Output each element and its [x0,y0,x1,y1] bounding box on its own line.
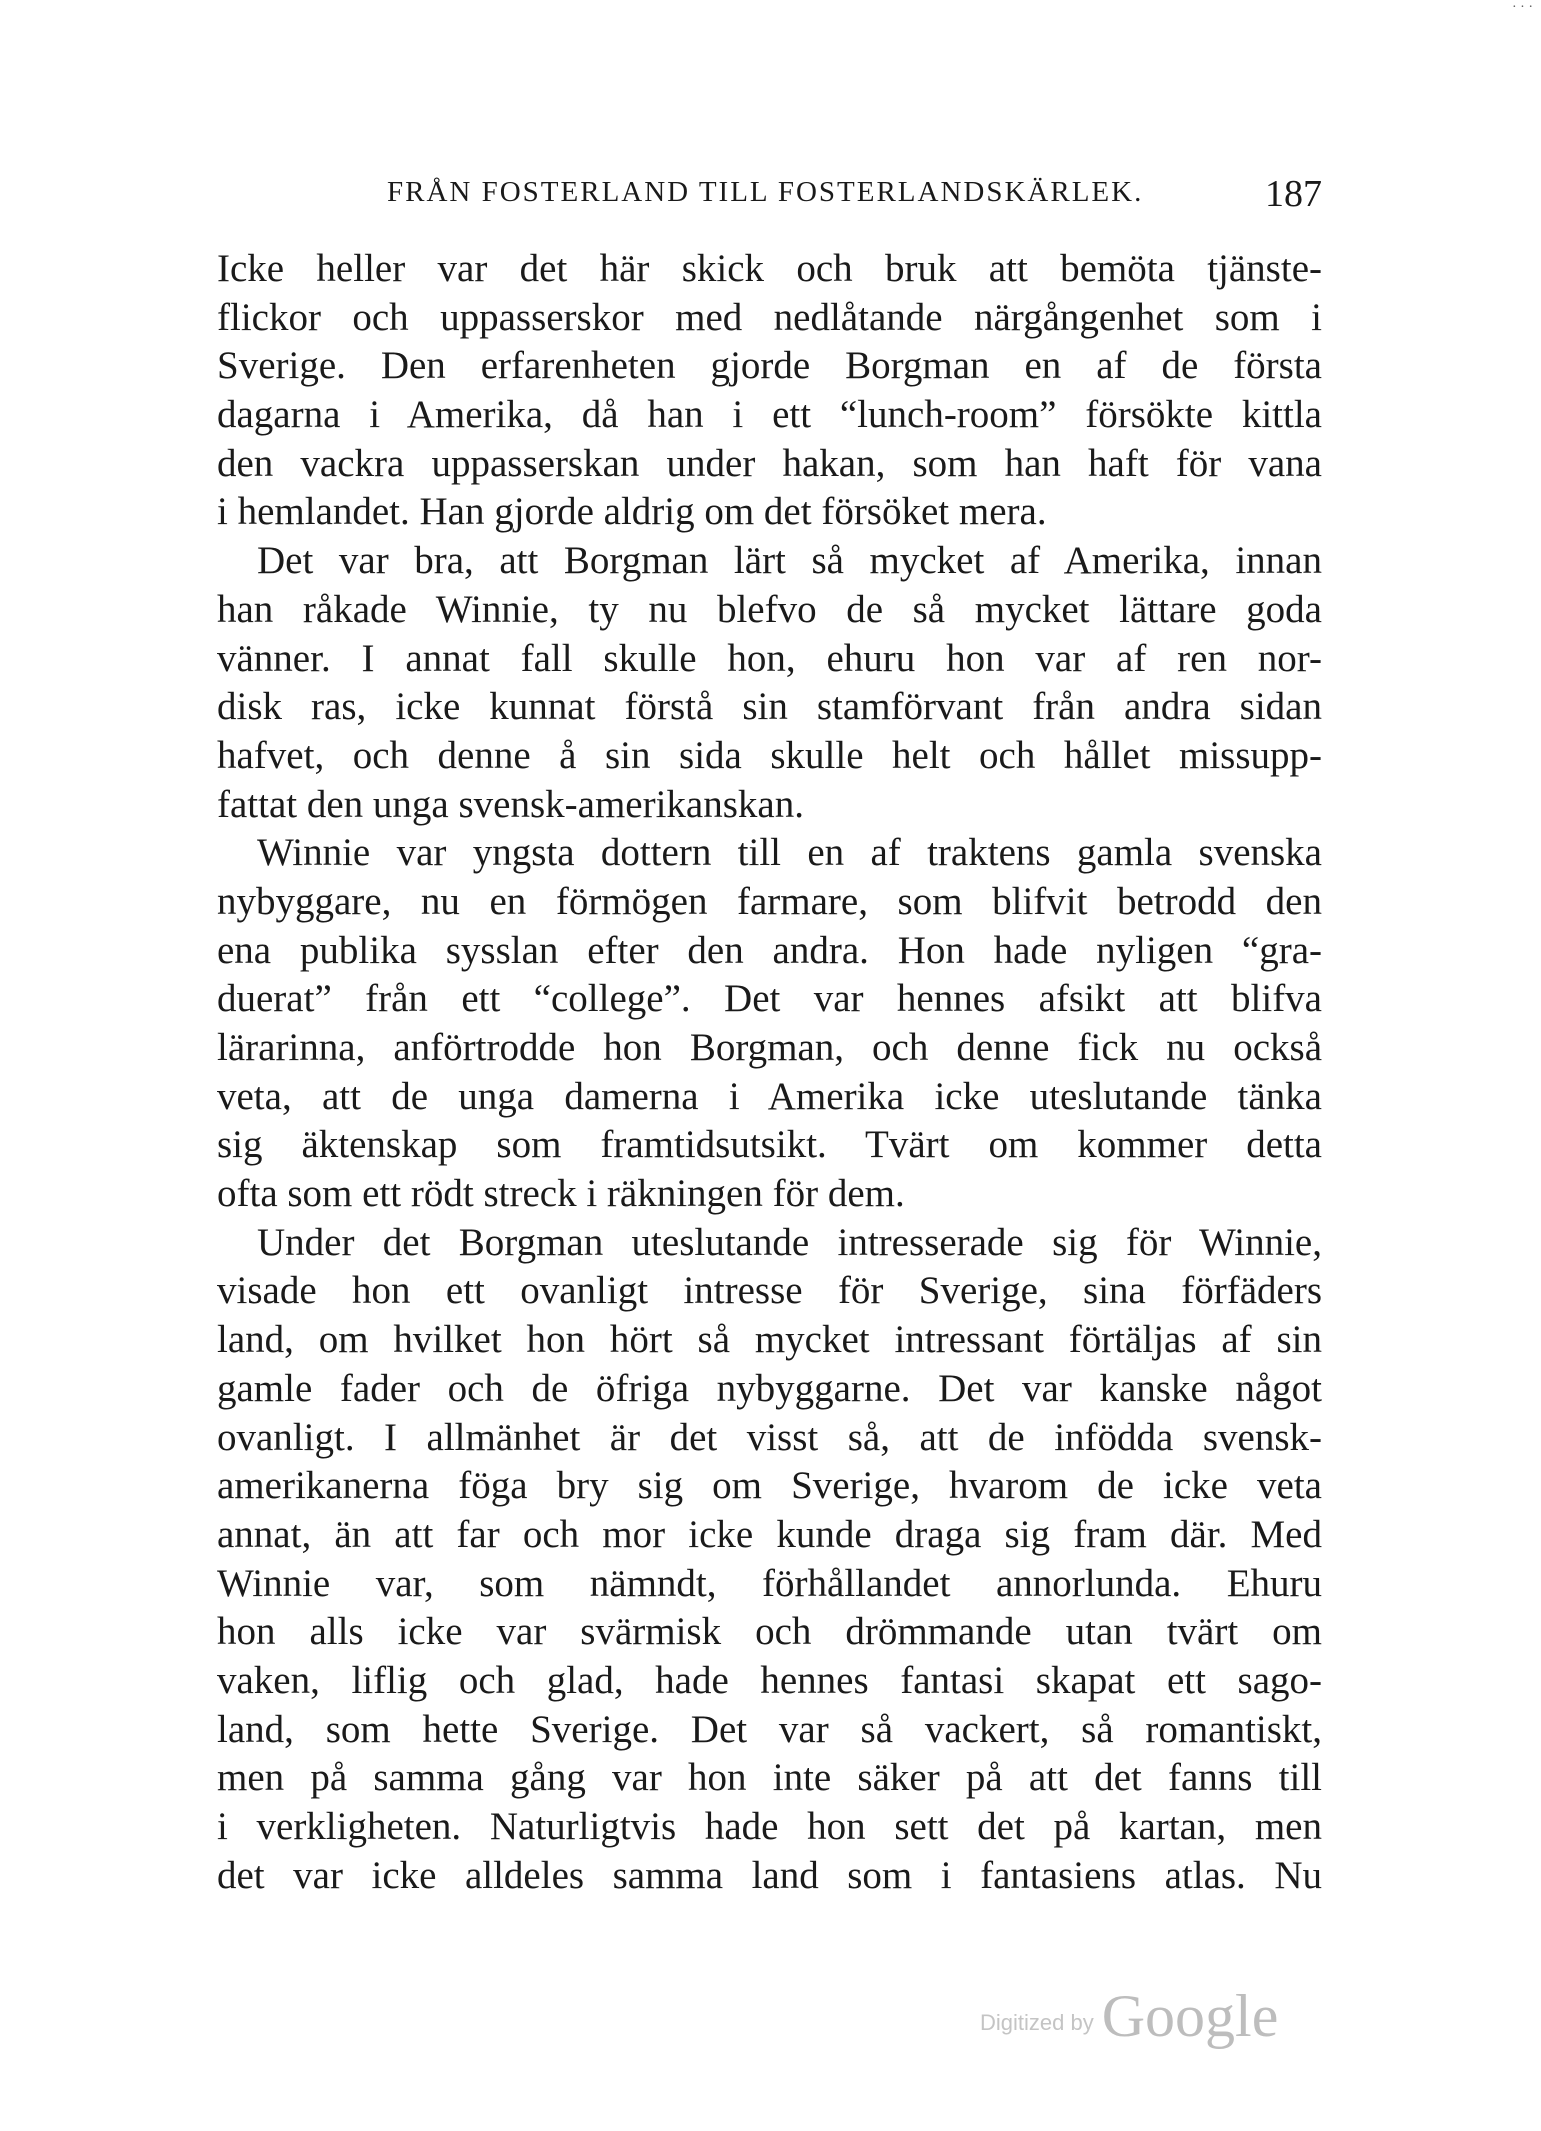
text-line: fattat den unga svensk-amerikanskan. [217,782,804,826]
text-line: hon alls icke var svärmisk och drömmande utan tvärt om [217,1610,1322,1654]
text-line: flickor och uppasserskor med nedlåtande närgångenhet som i [217,295,1322,339]
body-text [217,245,1322,1900]
running-head [217,173,1322,216]
text-line: i verkligheten. Naturligtvis hade hon sett det på kartan, men [217,1805,1322,1848]
text-line: duerat” från ett “college”. Det var hennes afsikt att blifva [217,977,1322,1021]
text-line: vaken, liflig och glad, hade hennes fantasi skapat ett sago- [217,1658,1322,1702]
watermark-prefix: Digitized by [980,2010,1094,2035]
digitized-watermark [980,1982,1278,2051]
text-line: sig äktenskap som framtidsutsikt. Tvärt om kommer detta [217,1123,1322,1167]
text-line: disk ras, icke kunnat förstå sin stamförvant från andra sidan [217,685,1322,729]
text-line: vänner. I annat fall skulle hon, ehuru hon var af ren nor- [217,636,1322,680]
running-title: FRÅN FOSTERLAND TILL FOSTERLANDSKÄRLEK. [387,176,1144,208]
text-line: land, som hette Sverige. Det var så vackert, så romantiskt, [217,1707,1322,1751]
text-line: ena publika sysslan efter den andra. Hon hade nyligen “gra- [217,928,1322,972]
text-line: Under det Borgman uteslutande intresserade sig för Winnie, [257,1220,1322,1264]
text-line: ofta som ett rödt streck i räkningen för dem. [217,1172,905,1216]
text-line: men på samma gång var hon inte säker på att det fanns till [217,1756,1322,1800]
text-line: annat, än att far och mor icke kunde draga sig fram där. Med [217,1512,1322,1556]
text-line: land, om hvilket hon hört så mycket intressant förtäljas af sin [217,1318,1322,1362]
text-line: lärarinna, anförtrodde hon Borgman, och denne fick nu också [217,1026,1322,1069]
text-line: Det var bra, att Borgman lärt så mycket af Amerika, innan [257,539,1322,583]
text-line: hafvet, och denne å sin sida skulle helt och hållet missupp- [217,733,1322,777]
page-number: 187 [1265,173,1322,215]
text-line: nybyggare, nu en förmögen farmare, som blifvit betrodd den [217,879,1322,923]
scan-artifact-dots: · · · [1512,0,1533,15]
google-logo: Google [1101,1983,1279,2049]
text-line: amerikanerna föga bry sig om Sverige, hvarom de icke veta [217,1464,1322,1508]
text-line: Icke heller var det här skick och bruk att bemöta tjänste- [217,247,1322,290]
text-line: gamle fader och de öfriga nybyggarne. Det var kanske något [217,1366,1322,1410]
text-line: Sverige. Den erfarenheten gjorde Borgman en af de första [217,344,1322,388]
text-line: den vackra uppasserskan under hakan, som han haft för vana [217,441,1322,485]
text-line: dagarna i Amerika, då han i ett “lunch-room” försökte kittla [217,393,1322,437]
text-line: veta, att de unga damerna i Amerika icke uteslutande tänka [217,1074,1322,1118]
text-line: han råkade Winnie, ty nu blefvo de så mycket lättare goda [217,587,1322,631]
text-line: det var icke alldeles samma land som i fantasiens atlas. Nu [217,1853,1322,1897]
text-line: Winnie var, som nämndt, förhållandet annorlunda. Ehuru [217,1561,1322,1605]
text-line: visade hon ett ovanligt intresse för Sverige, sina förfäders [217,1269,1322,1313]
text-line: i hemlandet. Han gjorde aldrig om det försöket mera. [217,490,1047,534]
text-line: ovanligt. I allmänhet är det visst så, att de infödda svensk- [217,1415,1322,1459]
text-line: Winnie var yngsta dottern till en af traktens gamla svenska [257,831,1322,875]
